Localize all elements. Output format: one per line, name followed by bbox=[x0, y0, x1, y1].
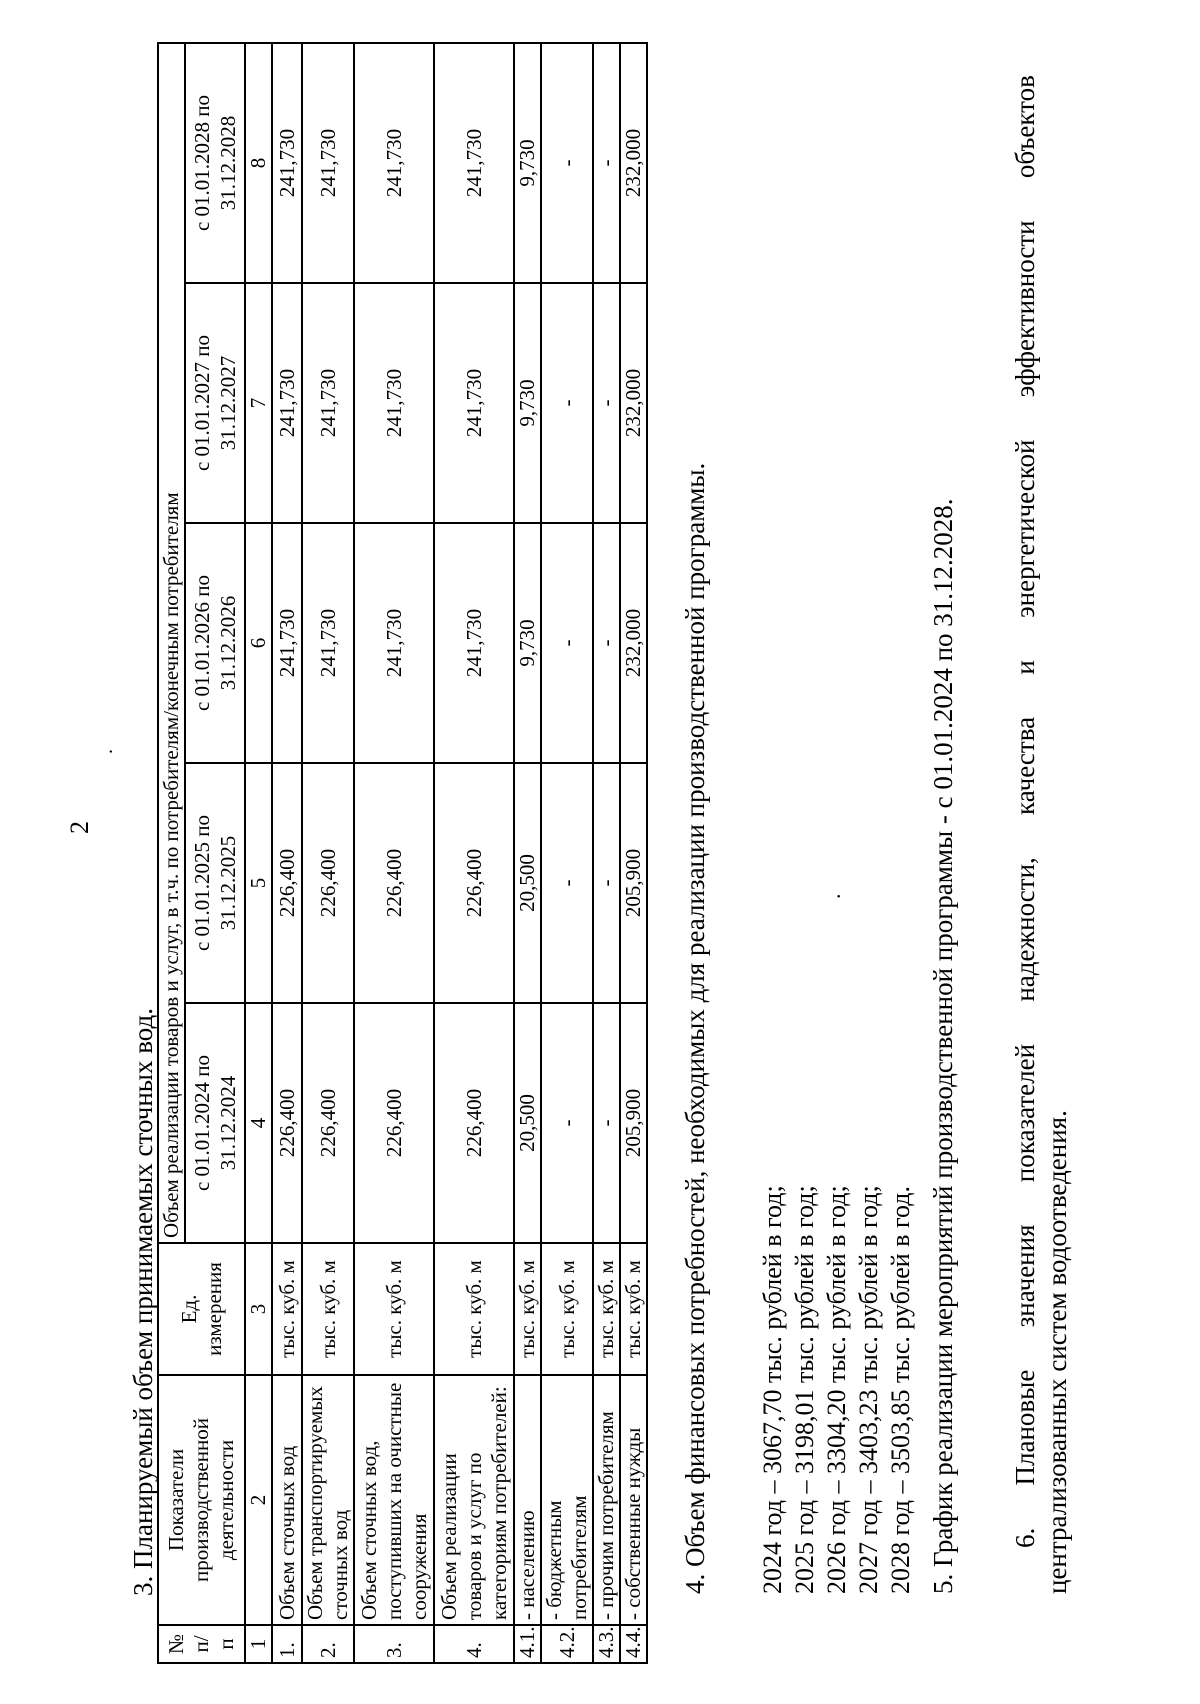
row-value: 232,000 bbox=[620, 283, 647, 523]
row-unit: тыс. куб. м bbox=[620, 1243, 647, 1375]
column-number: 4 bbox=[245, 1003, 272, 1243]
row-value: 241,730 bbox=[272, 283, 302, 523]
row-name: Объем сточных вод, поступивших на очистные сооружения bbox=[354, 1375, 434, 1625]
row-name: - бюджетным потребителям bbox=[541, 1375, 593, 1625]
row-num: 4.3. bbox=[593, 1625, 620, 1663]
section-6-word: качества bbox=[1010, 716, 1040, 815]
table-row bbox=[354, 43, 434, 1663]
header-period: с 01.01.2026 по 31.12.2026 bbox=[185, 523, 245, 763]
row-value: - bbox=[593, 523, 620, 763]
row-value: 20,500 bbox=[514, 1003, 541, 1243]
row-name: - собственные нужды bbox=[620, 1375, 647, 1625]
row-name: Объем реализации товаров и услуг по категориям потребителей: bbox=[434, 1375, 514, 1625]
row-unit: тыс. куб. м bbox=[593, 1243, 620, 1375]
row-value: 241,730 bbox=[272, 523, 302, 763]
column-number: 2 bbox=[245, 1375, 272, 1625]
column-number: 8 bbox=[245, 43, 272, 283]
header-period: с 01.01.2028 по 31.12.2028 bbox=[185, 43, 245, 283]
page-number: 2 bbox=[65, 821, 94, 834]
section-6-title-line1 bbox=[1010, 75, 1041, 1548]
row-value: 205,900 bbox=[620, 1003, 647, 1243]
table-row bbox=[541, 43, 593, 1663]
table-row bbox=[620, 43, 647, 1663]
row-value: 241,730 bbox=[302, 43, 354, 283]
row-unit: тыс. куб. м bbox=[272, 1243, 302, 1375]
row-name: - прочим потребителям bbox=[593, 1375, 620, 1625]
row-num: 4.2. bbox=[541, 1625, 593, 1663]
column-number: 5 bbox=[245, 763, 272, 1003]
section-6-word: надежности, bbox=[1010, 857, 1040, 1002]
row-value: 9,730 bbox=[514, 523, 541, 763]
row-value: - bbox=[541, 1003, 593, 1243]
row-value: 226,400 bbox=[302, 1003, 354, 1243]
row-name: Объем транспортируемых сточных вод bbox=[302, 1375, 354, 1625]
row-value: - bbox=[541, 43, 593, 283]
finance-line: 2024 год – 3067,70 тыс. рублей в год; bbox=[758, 1185, 787, 1594]
header-indicator: Показатели производственной деятельности bbox=[158, 1375, 245, 1625]
section-6-word: и bbox=[1010, 660, 1040, 675]
section-6-word: эффективности bbox=[1010, 220, 1040, 398]
row-value: 226,400 bbox=[434, 1003, 514, 1243]
row-value: 241,730 bbox=[434, 523, 514, 763]
section-6-word: энергетической bbox=[1010, 439, 1040, 618]
row-value: - bbox=[593, 763, 620, 1003]
row-value: 9,730 bbox=[514, 283, 541, 523]
section-4-title: 4. Объем финансовых потребностей, необходимых для реализации производственной программы. bbox=[680, 462, 710, 1594]
row-value: 241,730 bbox=[354, 43, 434, 283]
column-number: 7 bbox=[245, 283, 272, 523]
row-value: 226,400 bbox=[302, 763, 354, 1003]
row-value: 241,730 bbox=[434, 283, 514, 523]
row-value: 9,730 bbox=[514, 43, 541, 283]
row-value: 205,900 bbox=[620, 763, 647, 1003]
row-value: - bbox=[593, 43, 620, 283]
header-period: с 01.01.2025 по 31.12.2025 bbox=[185, 763, 245, 1003]
row-value: 226,400 bbox=[354, 763, 434, 1003]
table-row bbox=[302, 43, 354, 1663]
table-row bbox=[593, 43, 620, 1663]
row-unit: тыс. куб. м bbox=[302, 1243, 354, 1375]
column-number: 1 bbox=[245, 1625, 272, 1663]
row-num: 2. bbox=[302, 1625, 354, 1663]
row-num: 4.4. bbox=[620, 1625, 647, 1663]
row-num: 4. bbox=[434, 1625, 514, 1663]
row-value: - bbox=[541, 283, 593, 523]
header-period: с 01.01.2024 по 31.12.2024 bbox=[185, 1003, 245, 1243]
row-value: 20,500 bbox=[514, 763, 541, 1003]
wastewater-volume-table bbox=[157, 42, 648, 1664]
row-unit: тыс. куб. м bbox=[354, 1243, 434, 1375]
header-unit: Ед. измерения bbox=[158, 1243, 245, 1375]
row-num: 1. bbox=[272, 1625, 302, 1663]
section-3-title: 3. Планируемый объем принимаемых сточных вод. bbox=[128, 1008, 158, 1596]
row-name: Объем сточных вод bbox=[272, 1375, 302, 1625]
stray-mark: . bbox=[820, 893, 845, 899]
header-period: с 01.01.2027 по 31.12.2027 bbox=[185, 283, 245, 523]
row-value: 241,730 bbox=[272, 43, 302, 283]
row-num: 4.1. bbox=[514, 1625, 541, 1663]
row-value: - bbox=[541, 763, 593, 1003]
section-6-word: объектов bbox=[1010, 75, 1040, 179]
table-row bbox=[272, 43, 302, 1663]
row-unit: тыс. куб. м bbox=[514, 1243, 541, 1375]
row-value: - bbox=[593, 283, 620, 523]
row-value: - bbox=[541, 523, 593, 763]
row-unit: тыс. куб. м bbox=[434, 1243, 514, 1375]
row-value: - bbox=[593, 1003, 620, 1243]
row-unit: тыс. куб. м bbox=[541, 1243, 593, 1375]
finance-line: 2028 год – 3503,85 тыс. рублей в год. bbox=[886, 1186, 915, 1594]
section-6-title-line2: централизованных систем водоотведения. bbox=[1042, 1110, 1072, 1594]
row-value: 226,400 bbox=[354, 1003, 434, 1243]
table-row bbox=[514, 43, 541, 1663]
column-number: 3 bbox=[245, 1243, 272, 1375]
row-value: 226,400 bbox=[272, 763, 302, 1003]
finance-line: 2025 год – 3198,01 тыс. рублей в год; bbox=[790, 1185, 819, 1594]
table-row bbox=[434, 43, 514, 1663]
section-6-word: Плановые bbox=[1010, 1369, 1040, 1486]
stray-mark: . bbox=[95, 749, 117, 754]
row-value: 241,730 bbox=[354, 283, 434, 523]
row-value: 232,000 bbox=[620, 43, 647, 283]
row-name: - населению bbox=[514, 1375, 541, 1625]
row-value: 241,730 bbox=[302, 523, 354, 763]
section-5-title: 5. График реализации мероприятий производственной программы - с 01.01.2024 по 31.12.2028. bbox=[928, 498, 958, 1594]
row-value: 241,730 bbox=[434, 43, 514, 283]
header-num: № п/п bbox=[158, 1625, 245, 1663]
section-6-word: показателей bbox=[1010, 1043, 1040, 1183]
section-6-word: 6. bbox=[1010, 1527, 1040, 1548]
header-group: Объем реализации товаров и услуг, в т.ч. по потребителям/конечным потребителям bbox=[158, 43, 185, 1243]
row-value: 241,730 bbox=[354, 523, 434, 763]
row-num: 3. bbox=[354, 1625, 434, 1663]
row-value: 226,400 bbox=[434, 763, 514, 1003]
section-6-word: значения bbox=[1010, 1224, 1040, 1328]
column-number: 6 bbox=[245, 523, 272, 763]
row-value: 241,730 bbox=[302, 283, 354, 523]
finance-line: 2027 год – 3403,23 тыс. рублей в год; bbox=[854, 1185, 883, 1594]
row-value: 232,000 bbox=[620, 523, 647, 763]
row-value: 226,400 bbox=[272, 1003, 302, 1243]
finance-line: 2026 год – 3304,20 тыс. рублей в год; bbox=[822, 1185, 851, 1594]
